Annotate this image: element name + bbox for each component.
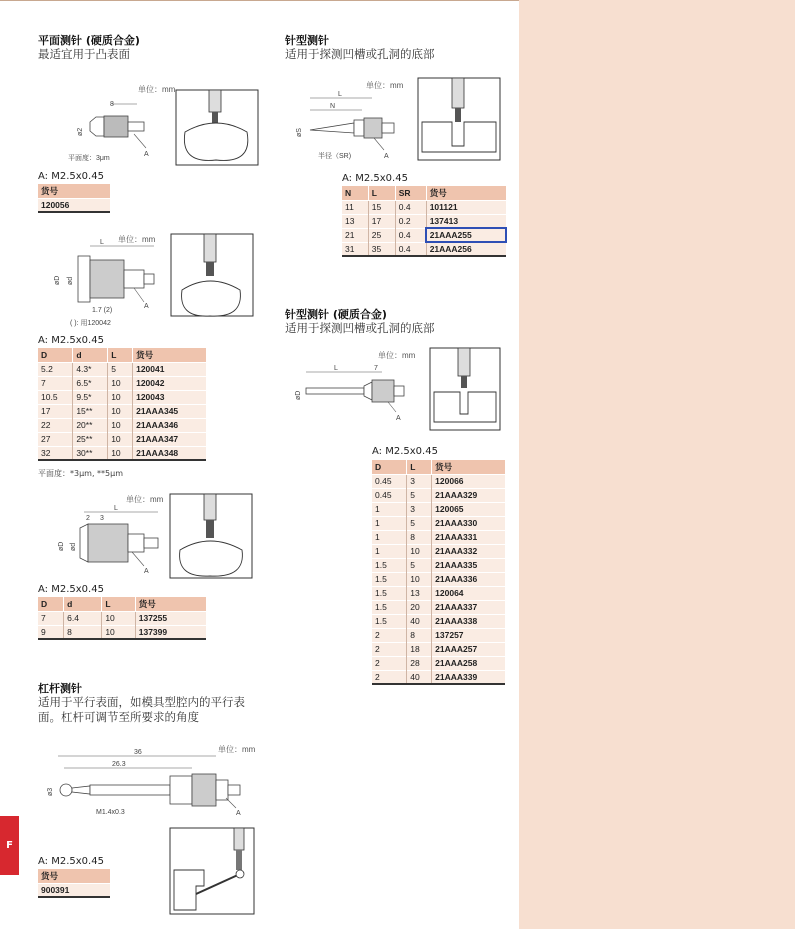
table-cell: 20 [407, 600, 432, 614]
table-cell: 2 [372, 628, 407, 642]
table-row [372, 530, 505, 544]
fig-a: A [144, 151, 149, 158]
table-cell: 2 [372, 656, 407, 670]
dim-length: 8 [110, 101, 114, 108]
section1-a-label: A: M2.5x0.45 [38, 171, 104, 182]
col-header: D [38, 348, 73, 362]
table-cell: 35 [368, 242, 395, 256]
table-cell: 8 [407, 530, 432, 544]
table-cell: 10 [108, 446, 133, 460]
part-number: 21AAA339 [432, 670, 505, 684]
table-cell: 6.4 [64, 611, 102, 625]
section-tab[interactable] [0, 816, 19, 875]
col-header: 货号 [133, 348, 206, 362]
knurled-body [192, 774, 216, 806]
part-number: 120041 [133, 362, 206, 376]
part-number: 120056 [38, 198, 110, 212]
needle-tip [310, 123, 354, 133]
part-number: 21AAA329 [432, 488, 505, 502]
section4-table [38, 869, 110, 898]
part-number: 101121 [426, 200, 506, 214]
part-number: 21AAA332 [432, 544, 505, 558]
table-row [372, 614, 505, 628]
col-header: 货号 [135, 597, 206, 611]
table-cell: 10 [102, 611, 135, 625]
part-number: 21AAA345 [133, 404, 206, 418]
section4-subtitle: 适用于平行表面，如模具型腔内的平行表面。杠杆可调节至所要求的角度 [38, 695, 245, 724]
table-row [372, 600, 505, 614]
dim-263: 26.3 [112, 761, 126, 768]
table-cell: 10 [108, 376, 133, 390]
table-cell: 5 [407, 488, 432, 502]
knurled-body [364, 118, 382, 138]
unit-label: 单位：mm [118, 235, 156, 244]
col-header: 货号 [426, 186, 506, 200]
table-cell: 40 [407, 614, 432, 628]
table-cell: 0.2 [395, 214, 426, 228]
col-header: L [407, 460, 432, 474]
section5-table [342, 186, 506, 257]
table-cell: 18 [407, 642, 432, 656]
table-row [372, 474, 505, 488]
col-header: L [102, 597, 135, 611]
dim-D: øD [58, 541, 65, 551]
col-header: 货号 [432, 460, 505, 474]
part-number: 21AAA256 [426, 242, 506, 256]
section5-subtitle: 适用于探测凹槽或孔洞的底部 [285, 47, 435, 61]
table-row [372, 544, 505, 558]
dim-dia: ø3 [47, 787, 54, 796]
table-row [342, 214, 506, 228]
section3-table [38, 597, 206, 640]
knurled-body [372, 380, 394, 402]
table-cell: 0.45 [372, 474, 407, 488]
table-row [372, 586, 505, 600]
table-cell: 17 [38, 404, 73, 418]
part-number: 21AAA337 [432, 600, 505, 614]
table-cell: 13 [342, 214, 368, 228]
part-number: 21AAA346 [133, 418, 206, 432]
part-number: 21AAA330 [432, 516, 505, 530]
table-cell: 0.4 [395, 242, 426, 256]
table-row [38, 390, 206, 404]
table-cell: 22 [38, 418, 73, 432]
part-number: 120066 [432, 474, 505, 488]
part-number: 120064 [432, 586, 505, 600]
part-number: 21AAA257 [432, 642, 505, 656]
table-row [38, 362, 206, 376]
section6-subtitle: 适用于探测凹槽或孔洞的底部 [285, 321, 435, 335]
section4-drawing [40, 742, 258, 820]
dim-3: 3 [100, 515, 104, 522]
table-cell: 8 [407, 628, 432, 642]
table-cell: 10 [108, 432, 133, 446]
table-row [372, 628, 505, 642]
table-row [372, 502, 505, 516]
table-row [372, 558, 505, 572]
section6-table [372, 460, 505, 685]
table-cell: 1.5 [372, 558, 407, 572]
section2-drawing [48, 232, 254, 330]
col-header: N [342, 186, 368, 200]
table-cell: 25 [368, 228, 395, 242]
knurled-body [88, 524, 128, 562]
table-cell: 1.5 [372, 600, 407, 614]
col-header: D [38, 597, 64, 611]
dim-d: ød [67, 276, 74, 285]
right-margin-panel [519, 0, 795, 929]
table-cell: 10 [102, 625, 135, 639]
thread [128, 122, 144, 131]
table-row [342, 200, 506, 214]
table-cell: 2 [372, 642, 407, 656]
table-cell: 10 [108, 390, 133, 404]
unit-label: 单位：mm [366, 81, 404, 90]
table-row [38, 404, 206, 418]
col-header: d [73, 348, 108, 362]
knurled-body [104, 116, 128, 137]
table-row [342, 242, 506, 256]
table-cell: 0.4 [395, 200, 426, 214]
part-number: 900391 [38, 883, 110, 897]
section6-title: 针型测针 (硬质合金) [285, 308, 387, 321]
dim-small: 1.7 (2) [92, 307, 113, 314]
unit-label: 单位：mm [218, 745, 256, 754]
dim-dia: ø2 [77, 127, 84, 136]
part-number: 120065 [432, 502, 505, 516]
col-part: 货号 [38, 869, 110, 883]
unit-label: 单位：mm [378, 351, 416, 360]
table-cell: 5 [108, 362, 133, 376]
part-number: 137257 [432, 628, 505, 642]
part-number: 120043 [133, 390, 206, 404]
dim-length: L [114, 505, 118, 512]
table-cell: 2 [372, 670, 407, 684]
table-cell: 10.5 [38, 390, 73, 404]
flat-note: 平面度：3μm [68, 155, 110, 162]
fig-a: A [396, 415, 401, 422]
section2-note: 平面度：*3μm, **5μm [38, 469, 124, 478]
dim-L: L [334, 365, 338, 372]
table-cell: 1 [372, 544, 407, 558]
table-cell: 7 [38, 611, 64, 625]
table-cell: 8 [64, 625, 102, 639]
table-row [38, 432, 206, 446]
table-cell: 4.3* [73, 362, 108, 376]
table-cell: 0.4 [395, 228, 426, 242]
table-row [342, 228, 506, 242]
table-cell: 5 [407, 558, 432, 572]
table-row [372, 488, 505, 502]
table-cell: 20** [73, 418, 108, 432]
table-cell: 1.5 [372, 586, 407, 600]
part-number: 120042 [133, 376, 206, 390]
dim-2: 2 [86, 515, 90, 522]
table-row [38, 625, 206, 639]
section1-title: 平面测针 (硬质合金) [38, 34, 140, 47]
lever-shaft [90, 785, 170, 795]
table-cell: 10 [108, 404, 133, 418]
part-number: 137255 [135, 611, 206, 625]
table-cell: 15** [73, 404, 108, 418]
table-cell: 3 [407, 502, 432, 516]
dim-D: øD [54, 275, 61, 285]
table-cell: 10 [407, 572, 432, 586]
dim-L: L [338, 91, 342, 98]
table-cell: 40 [407, 670, 432, 684]
section4-a-label: A: M2.5x0.45 [38, 856, 104, 867]
table-row [372, 572, 505, 586]
table-cell: 0.45 [372, 488, 407, 502]
table-cell: 9 [38, 625, 64, 639]
col-header: L [108, 348, 133, 362]
table-cell: 3 [407, 474, 432, 488]
part-number: 21AAA348 [133, 446, 206, 460]
table-cell: 28 [407, 656, 432, 670]
table-row [38, 376, 206, 390]
part-number: 21AAA336 [432, 572, 505, 586]
table-cell: 1 [372, 502, 407, 516]
part-number: 21AAA338 [432, 614, 505, 628]
table-row [38, 446, 206, 460]
fig-note: ( ): 用120042 [70, 320, 111, 327]
table-cell: 27 [38, 432, 73, 446]
knurled-body [90, 260, 124, 298]
section6-a-label: A: M2.5x0.45 [372, 446, 438, 457]
section-tab-label: F [6, 840, 13, 851]
table-cell: 1.5 [372, 572, 407, 586]
section6-drawing [290, 346, 502, 434]
table-cell: 5 [407, 516, 432, 530]
dim-7: 7 [374, 365, 378, 372]
section1-drawing [60, 82, 260, 168]
thread-label: M1.4x0.3 [96, 809, 125, 816]
radius-label: 半径（SR) [318, 153, 352, 160]
section5-drawing [292, 76, 506, 168]
table-cell: 13 [407, 586, 432, 600]
table-cell: 9.5* [73, 390, 108, 404]
section5-a-label: A: M2.5x0.45 [342, 173, 408, 184]
table-row [372, 516, 505, 530]
flat-tip [78, 256, 90, 302]
dim-d: ød [70, 542, 77, 551]
fig-a: A [144, 303, 149, 310]
table-cell: 1 [372, 530, 407, 544]
table-cell: 11 [342, 200, 368, 214]
table-cell: 30** [73, 446, 108, 460]
dim-D: øS [296, 128, 303, 137]
fig-a: A [236, 810, 241, 817]
fig-a: A [384, 153, 389, 160]
table-row [372, 656, 505, 670]
table-row [38, 418, 206, 432]
table-cell: 21 [342, 228, 368, 242]
part-number: 21AAA258 [432, 656, 505, 670]
table-row [38, 883, 110, 897]
unit-label: 单位：mm [126, 495, 164, 504]
table-cell: 32 [38, 446, 73, 460]
part-number: 137399 [135, 625, 206, 639]
table-row [38, 611, 206, 625]
section2-a-label: A: M2.5x0.45 [38, 335, 104, 346]
table-row [372, 642, 505, 656]
col-header: L [368, 186, 395, 200]
section1-subtitle: 最适宜用于凸表面 [38, 47, 130, 61]
table-cell: 1 [372, 516, 407, 530]
part-number: 137413 [426, 214, 506, 228]
probe-tip [90, 117, 104, 136]
part-number: 21AAA331 [432, 530, 505, 544]
dim-N: N [330, 103, 336, 110]
table-cell: 5.2 [38, 362, 73, 376]
needle [306, 388, 364, 394]
section2-table [38, 348, 206, 461]
table-cell: 6.5* [73, 376, 108, 390]
table-cell: 15 [368, 200, 395, 214]
section3-drawing [50, 492, 254, 584]
part-number: 21AAA335 [432, 558, 505, 572]
part-number: 21AAA347 [133, 432, 206, 446]
fig-a: A [144, 568, 149, 575]
section1-table [38, 184, 110, 213]
table-row [38, 198, 110, 212]
table-row [372, 670, 505, 684]
part-number: 21AAA255 [426, 228, 506, 242]
unit-label: 单位：mm [138, 85, 176, 94]
table-cell: 17 [368, 214, 395, 228]
dim-D: øD [295, 390, 302, 400]
section5-title: 针型测针 [285, 34, 329, 47]
section4-title: 杠杆测针 [38, 682, 82, 695]
ball-tip [60, 784, 72, 796]
col-part: 货号 [38, 184, 110, 198]
table-cell: 10 [407, 544, 432, 558]
top-rule [0, 0, 519, 1]
table-cell: 31 [342, 242, 368, 256]
table-cell: 25** [73, 432, 108, 446]
section3-a-label: A: M2.5x0.45 [38, 584, 104, 595]
section4-application-sketch [170, 828, 254, 914]
col-header: d [64, 597, 102, 611]
table-cell: 10 [108, 418, 133, 432]
table-cell: 1.5 [372, 614, 407, 628]
table-cell: 7 [38, 376, 73, 390]
dim-36: 36 [134, 749, 142, 756]
col-header: SR [395, 186, 426, 200]
dim-length: L [100, 239, 104, 246]
col-header: D [372, 460, 407, 474]
